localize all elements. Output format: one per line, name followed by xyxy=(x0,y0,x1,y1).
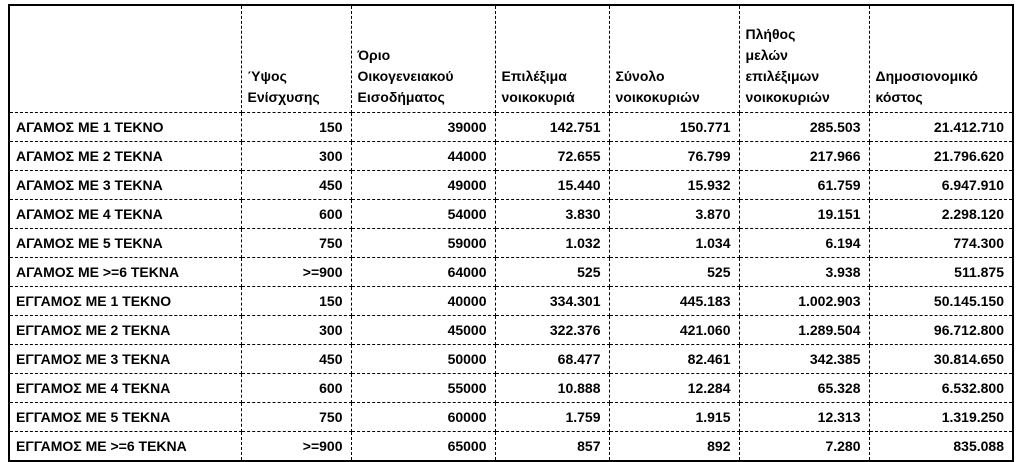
value-cell: 55000 xyxy=(351,374,495,403)
value-cell: 49000 xyxy=(351,171,495,200)
benefit-table xyxy=(8,4,1014,462)
value-cell: 61.759 xyxy=(739,171,869,200)
column-header-line: Ενίσχυσης xyxy=(247,89,320,105)
row-label-cell: ΑΓΑΜΟΣ ΜΕ 5 ΤΕΚΝΑ xyxy=(9,229,241,258)
value-cell: 525 xyxy=(495,258,609,287)
value-cell: 150.771 xyxy=(609,113,739,142)
value-cell: 50.145.150 xyxy=(869,287,1013,316)
value-cell: 10.888 xyxy=(495,374,609,403)
value-cell: 15.932 xyxy=(609,171,739,200)
row-label-cell: ΕΓΓΑΜΟΣ ΜΕ 1 ΤΕΚΝΟ xyxy=(9,287,241,316)
column-header-line: κόστος xyxy=(875,89,923,105)
table-row xyxy=(9,287,1013,316)
value-cell: 1.915 xyxy=(609,403,739,432)
table-row xyxy=(9,258,1013,287)
table-row xyxy=(9,229,1013,258)
value-cell: 3.938 xyxy=(739,258,869,287)
value-cell: 39000 xyxy=(351,113,495,142)
value-cell: 60000 xyxy=(351,403,495,432)
column-header-line: μελών xyxy=(745,47,788,63)
value-cell: 68.477 xyxy=(495,345,609,374)
value-cell: 15.440 xyxy=(495,171,609,200)
table-row xyxy=(9,200,1013,229)
column-header-line: Εισοδήματος xyxy=(357,89,445,105)
table-row xyxy=(9,403,1013,432)
value-cell: 600 xyxy=(241,200,351,229)
value-cell: 65000 xyxy=(351,432,495,462)
value-cell: 774.300 xyxy=(869,229,1013,258)
value-cell: 892 xyxy=(609,432,739,462)
column-header-line: Σύνολο xyxy=(615,68,665,84)
value-cell: 45000 xyxy=(351,316,495,345)
column-header-6 xyxy=(869,5,1013,113)
value-cell: 525 xyxy=(609,258,739,287)
value-cell: 1.032 xyxy=(495,229,609,258)
column-header-line: Όριο xyxy=(357,47,391,63)
table-body xyxy=(9,113,1013,462)
value-cell: 322.376 xyxy=(495,316,609,345)
value-cell: 1.002.903 xyxy=(739,287,869,316)
row-label-cell: ΕΓΓΑΜΟΣ ΜΕ 2 ΤΕΚΝΑ xyxy=(9,316,241,345)
value-cell: 82.461 xyxy=(609,345,739,374)
value-cell: 96.712.800 xyxy=(869,316,1013,345)
value-cell: 342.385 xyxy=(739,345,869,374)
table-row xyxy=(9,345,1013,374)
row-label-cell: ΑΓΑΜΟΣ ΜΕ 2 ΤΕΚΝΑ xyxy=(9,142,241,171)
value-cell: 1.759 xyxy=(495,403,609,432)
value-cell: 6.947.910 xyxy=(869,171,1013,200)
value-cell: >=900 xyxy=(241,258,351,287)
column-header-line: Δημοσιονομικό xyxy=(875,68,978,84)
table-row xyxy=(9,171,1013,200)
table-header xyxy=(9,5,1013,113)
row-label-cell: ΑΓΑΜΟΣ ΜΕ 3 ΤΕΚΝΑ xyxy=(9,171,241,200)
value-cell: 40000 xyxy=(351,287,495,316)
value-cell: 50000 xyxy=(351,345,495,374)
value-cell: 76.799 xyxy=(609,142,739,171)
column-header-5 xyxy=(739,5,869,113)
value-cell: 217.966 xyxy=(739,142,869,171)
value-cell: 750 xyxy=(241,229,351,258)
column-header-line: νοικοκυριών xyxy=(615,89,700,105)
value-cell: 450 xyxy=(241,171,351,200)
row-label-cell: ΑΓΑΜΟΣ ΜΕ 4 ΤΕΚΝΑ xyxy=(9,200,241,229)
column-header-line: Ύψος xyxy=(247,68,287,84)
value-cell: >=900 xyxy=(241,432,351,462)
column-header-0 xyxy=(9,5,241,113)
table-row xyxy=(9,142,1013,171)
value-cell: 6.532.800 xyxy=(869,374,1013,403)
value-cell: 64000 xyxy=(351,258,495,287)
value-cell: 511.875 xyxy=(869,258,1013,287)
row-label-cell: ΑΓΑΜΟΣ ΜΕ 1 ΤΕΚΝΟ xyxy=(9,113,241,142)
value-cell: 19.151 xyxy=(739,200,869,229)
value-cell: 1.034 xyxy=(609,229,739,258)
value-cell: 150 xyxy=(241,113,351,142)
value-cell: 72.655 xyxy=(495,142,609,171)
column-header-1 xyxy=(241,5,351,113)
value-cell: 2.298.120 xyxy=(869,200,1013,229)
column-header-line: επιλέξιμων xyxy=(745,68,820,84)
value-cell: 285.503 xyxy=(739,113,869,142)
value-cell: 300 xyxy=(241,316,351,345)
value-cell: 421.060 xyxy=(609,316,739,345)
column-header-3 xyxy=(495,5,609,113)
value-cell: 1.319.250 xyxy=(869,403,1013,432)
value-cell: 3.830 xyxy=(495,200,609,229)
value-cell: 857 xyxy=(495,432,609,462)
column-header-4 xyxy=(609,5,739,113)
value-cell: 12.313 xyxy=(739,403,869,432)
value-cell: 44000 xyxy=(351,142,495,171)
table-row xyxy=(9,113,1013,142)
value-cell: 750 xyxy=(241,403,351,432)
value-cell: 7.280 xyxy=(739,432,869,462)
value-cell: 835.088 xyxy=(869,432,1013,462)
column-header-line: νοικοκυριά xyxy=(501,89,575,105)
row-label-cell: ΕΓΓΑΜΟΣ ΜΕ 4 ΤΕΚΝΑ xyxy=(9,374,241,403)
column-header-line: Επιλέξιμα xyxy=(501,68,567,84)
row-label-cell: ΕΓΓΑΜΟΣ ΜΕ 5 ΤΕΚΝΑ xyxy=(9,403,241,432)
value-cell: 54000 xyxy=(351,200,495,229)
table-row xyxy=(9,432,1013,462)
value-cell: 334.301 xyxy=(495,287,609,316)
table-row xyxy=(9,374,1013,403)
value-cell: 3.870 xyxy=(609,200,739,229)
value-cell: 450 xyxy=(241,345,351,374)
value-cell: 142.751 xyxy=(495,113,609,142)
value-cell: 59000 xyxy=(351,229,495,258)
column-header-line: Πλήθος xyxy=(745,26,796,42)
value-cell: 65.328 xyxy=(739,374,869,403)
column-header-line: νοικοκυριών xyxy=(745,89,830,105)
value-cell: 300 xyxy=(241,142,351,171)
table-row xyxy=(9,316,1013,345)
value-cell: 600 xyxy=(241,374,351,403)
value-cell: 21.796.620 xyxy=(869,142,1013,171)
row-label-cell: ΕΓΓΑΜΟΣ ΜΕ >=6 ΤΕΚΝΑ xyxy=(9,432,241,462)
document-page xyxy=(8,4,1012,462)
column-header-2 xyxy=(351,5,495,113)
header-row xyxy=(9,5,1013,113)
column-header-line: Οικογενειακού xyxy=(357,68,454,84)
value-cell: 21.412.710 xyxy=(869,113,1013,142)
value-cell: 6.194 xyxy=(739,229,869,258)
value-cell: 1.289.504 xyxy=(739,316,869,345)
row-label-cell: ΕΓΓΑΜΟΣ ΜΕ 3 ΤΕΚΝΑ xyxy=(9,345,241,374)
row-label-cell: ΑΓΑΜΟΣ ΜΕ >=6 ΤΕΚΝΑ xyxy=(9,258,241,287)
value-cell: 150 xyxy=(241,287,351,316)
value-cell: 30.814.650 xyxy=(869,345,1013,374)
value-cell: 445.183 xyxy=(609,287,739,316)
value-cell: 12.284 xyxy=(609,374,739,403)
